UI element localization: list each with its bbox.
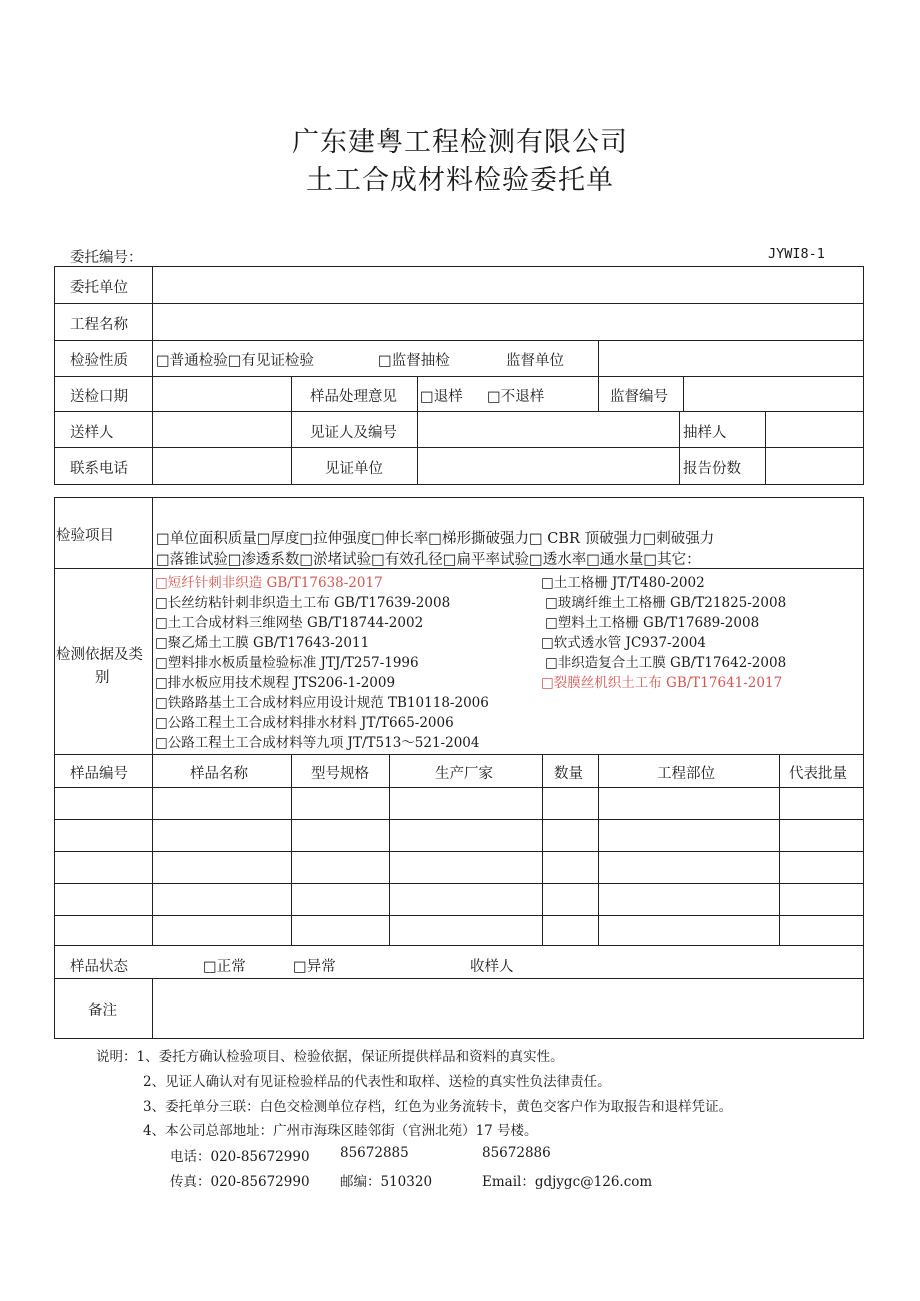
inspection-items-line2[interactable]: □落锥试验□渗透系数□淤堵试验□有效孔径□扁平率试验□透水率□通水量□其它： [156,552,701,568]
phone-line: 电话：020-85672990 [170,1149,310,1165]
sampler-label: 抽样人 [683,425,727,441]
return-no-checkbox[interactable]: □不退样 [487,389,545,405]
postcode: 邮编：510320 [340,1174,433,1190]
form-code: JYWI8-1 [768,246,825,262]
standard-item[interactable]: □长丝纺粘针刺非织造土工布 GB/T17639-2008 [155,595,451,611]
phone-label: 联系电话 [70,461,128,477]
fax-line: 传真：020-85672990 [170,1174,310,1190]
standard-item[interactable]: □裂膜丝机织土工布 GB/T17641-2017 [541,675,783,691]
standards-label-line1: 检测依据及类 [56,647,143,663]
supervise-no-label: 监督编号 [610,389,668,405]
nature-options[interactable]: □普通检验□有见证检验 [156,353,314,369]
standard-item[interactable]: □公路工程土工合成材料等九项 JT/T513～521-2004 [155,735,480,751]
standard-item[interactable]: □聚乙烯土工膜 GB/T17643-2011 [155,635,370,651]
col-batch: 代表批量 [789,766,847,782]
note-3: 3、委托单分三联：白色交检测单位存档，红色为业务流转卡，黄色交客户作为取报告和退样凭证。 [143,1099,733,1115]
standard-item[interactable]: □玻璃纤维土工格栅 GB/T21825-2008 [545,595,787,611]
col-sample-name: 样品名称 [190,766,248,782]
col-manufacturer: 生产厂家 [435,766,493,782]
note-2: 2、见证人确认对有见证检验样品的代表性和取样、送检的真实性负法律责任。 [143,1074,611,1090]
phone-3: 85672886 [482,1145,551,1161]
note-4: 4、本公司总部地址：广州市海珠区睦邻街（官洲北苑）17 号楼。 [143,1123,538,1139]
client-unit-label: 委托单位 [70,280,128,296]
state-normal-checkbox[interactable]: □正常 [203,959,246,975]
col-project-part: 工程部位 [657,766,715,782]
standard-item[interactable]: □土工格栅 JT/T480-2002 [541,575,705,591]
standard-item[interactable]: □铁路路基土工合成材料应用设计规范 TB10118-2006 [155,695,489,711]
phone-2: 85672885 [340,1145,409,1161]
company-title: 广东建粤工程检测有限公司 [292,127,628,158]
report-copies-label: 报告份数 [683,461,741,477]
standard-item[interactable]: □软式透水管 JC937-2004 [541,635,706,651]
sample-state-label: 样品状态 [70,959,128,975]
standard-item[interactable]: □排水板应用技术规程 JTS206-1-2009 [155,675,396,691]
form-title: 土工合成材料检验委托单 [306,165,614,196]
receiver-label: 收样人 [470,959,514,975]
state-abnormal-checkbox[interactable]: □异常 [293,959,336,975]
standard-item[interactable]: □短纤针刺非织造 GB/T17638-2017 [155,575,383,591]
sender-label: 送样人 [70,425,114,441]
supervise-sample-checkbox[interactable]: □监督抽检 [378,353,450,369]
witness-and-no-label: 见证人及编号 [310,425,397,441]
send-date-label: 送检口期 [70,389,128,405]
standard-item[interactable]: □公路工程土工合成材料排水材料 JT/T665-2006 [155,715,454,731]
col-sample-no: 样品编号 [70,766,128,782]
email: Email：gdjygc@126.com [482,1174,653,1190]
sample-handling-label: 样品处理意见 [310,389,397,405]
return-yes-checkbox[interactable]: □退样 [420,389,463,405]
entrust-no-label: 委托编号： [70,250,143,266]
witness-unit-label: 见证单位 [325,461,383,477]
standard-item[interactable]: □塑料排水板质量检验标准 JTJ/T257-1996 [155,655,419,671]
supervise-unit-label: 监督单位 [506,353,564,369]
standard-item[interactable]: □非织造复合土工膜 GB/T17642-2008 [545,655,787,671]
inspection-items-line1[interactable]: □单位面积质量□厚度□拉伸强度□伸长率□梯形撕破强力□ CBR 顶破强力□刺破强力 [156,531,715,547]
note-1: 说明：1、委托方确认检验项目、检验依据，保证所提供样品和资料的真实性。 [96,1049,564,1065]
remarks-label: 备注 [88,1003,117,1019]
standards-label-line2: 别 [95,670,110,686]
project-name-label: 工程名称 [70,317,128,333]
inspection-nature-label: 检验性质 [70,353,128,369]
col-model-spec: 型号规格 [311,766,369,782]
standard-item[interactable]: □土工合成材料三维网垫 GB/T18744-2002 [155,615,424,631]
col-quantity: 数量 [554,766,583,782]
inspection-items-label: 检验项目 [56,528,114,544]
standard-item[interactable]: □塑料土工格栅 GB/T17689-2008 [545,615,760,631]
